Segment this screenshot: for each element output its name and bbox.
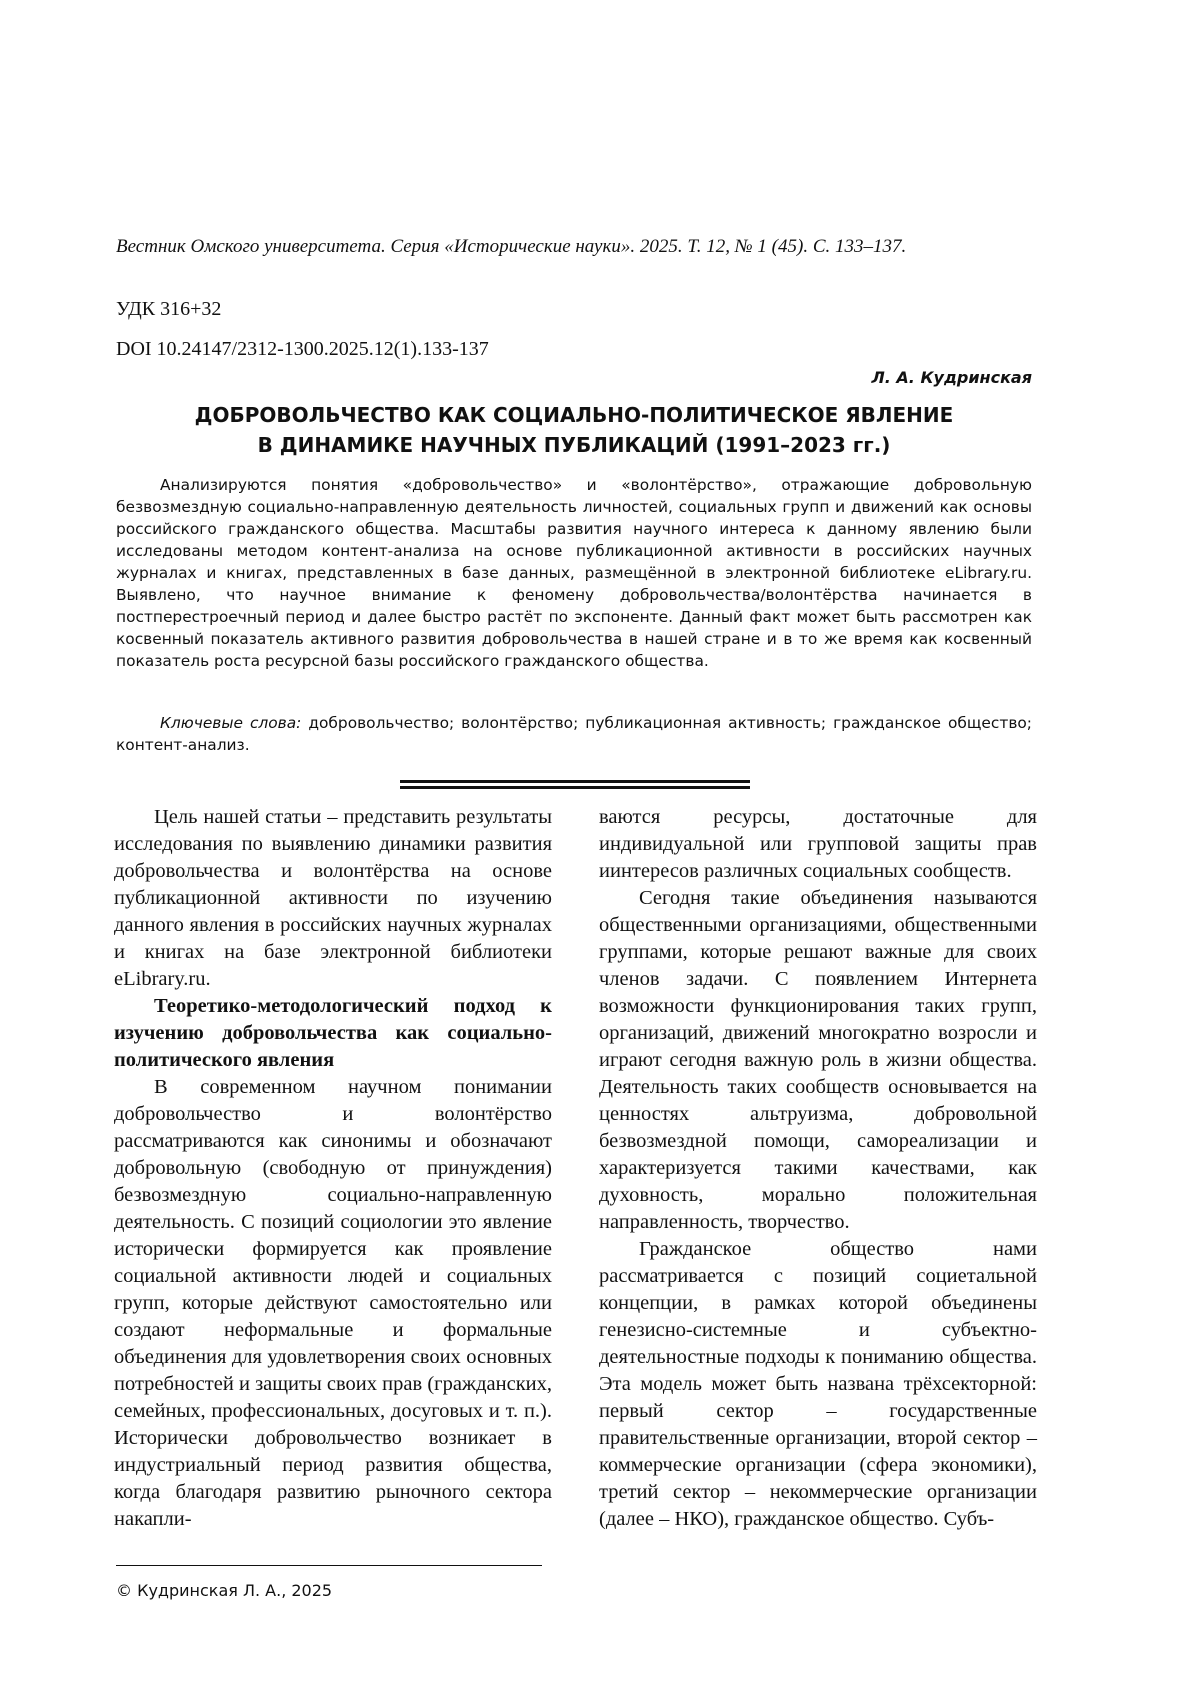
body-column-left (114, 804, 552, 1533)
keywords (116, 712, 1032, 756)
keywords-label: Ключевые слова: (160, 714, 302, 732)
body-paragraph: Цель нашей статьи – представить результаты исследования по выявлению динамики развития добровольчества и волонтёрства на основе публикационной активности по изучению данного явления в российских научных журналах и книгах на базе электронной библиотеки eLibrary.ru. (114, 806, 552, 990)
section-separator (400, 780, 750, 792)
body-column-right (599, 804, 1037, 1533)
title-line-1: ДОБРОВОЛЬЧЕСТВО КАК СОЦИАЛЬНО-ПОЛИТИЧЕСКОЕ ЯВЛЕНИЕ (194, 403, 954, 427)
article-title (116, 400, 1032, 460)
separator-line (400, 786, 750, 789)
footnote-rule (116, 1565, 542, 1566)
section-heading: Теоретико-методологический подход к изучению добровольчества как социально-политического явления (114, 995, 552, 1071)
abstract: Анализируются понятия «добровольчество» и «волонтёрство», отражающие добровольную безвозмездную социально-направленную деятельность личностей, социальных групп и движений как основы российского гражданского общества. Масштабы развития научного интереса к данному явлению были исследованы методом контент-анализа на основе публикационной активности в российских научных журналах и книгах, представленных в базе данных, размещённой в электронной библиотеке eLibrary.ru. Выявлено, что научное внимание к феномену добровольчества/волонтёрства начинается в постперестроечный период и далее быстро растёт по экспоненте. Данный факт может быть рассмотрен как косвенный показатель активного развития добровольчества в нашей стране и в то же время как косвенный показатель роста ресурсной базы российского гражданского общества. (116, 476, 1032, 670)
body-paragraph: Гражданское общество нами рассматривается с позиций социетальной концепции, в рамках которой объединены генезисно-системные и субъектно-деятельностные подходы к пониманию общества. Эта модель может быть названа трёхсекторной: первый сектор – государственные правительственные организации, второй сектор – коммерческие организации (сфера экономики), третий сектор – некоммерческие организации (далее – НКО), гражданское общество. Субъ- (599, 1238, 1037, 1530)
copyright: © Кудринская Л. А., 2025 (116, 1581, 333, 1600)
keywords-text: добровольчество; волонтёрство; публикационная активность; гражданское общество; контент-анализ. (116, 714, 1032, 754)
body-paragraph: Сегодня такие объединения называются общественными организациями, общественными группами, которые решают важные для своих членов задачи. С появлением Интернета возможности функционирования таких групп, организаций, движений многократно возросли и играют сегодня важную роль в жизни общества. Деятельность таких сообществ основывается на ценностях альтруизма, добровольной безвозмездной помощи, самореализации и характеризуется такими качествами, как духовность, морально положительная направленность, творчество. (599, 887, 1037, 1233)
udk-code: УДК 316+32 (116, 298, 222, 320)
title-line-2: В ДИНАМИКЕ НАУЧНЫХ ПУБЛИКАЦИЙ (1991–2023 гг.) (257, 433, 891, 457)
body-paragraph: ваются ресурсы, достаточные для индивидуальной или групповой защиты прав иинтересов различных социальных сообществ. (599, 806, 1037, 882)
doi: DOI 10.24147/2312-1300.2025.12(1).133-137 (116, 338, 489, 360)
journal-citation: Вестник Омского университета. Серия «Исторические науки». 2025. Т. 12, № 1 (45). С. 133–137. (116, 236, 907, 257)
body-paragraph: В современном научном понимании добровольчество и волонтёрство рассматриваются как синонимы и обозначают добровольную (свободную от принуждения) безвозмездную социально-направленную деятельность. С позиций социологии это явление исторически формируется как проявление социальной активности людей и социальных групп, которые действуют самостоятельно или создают неформальные и формальные объединения для удовлетворения своих основных потребностей и защиты своих прав (гражданских, семейных, профессиональных, досуговых и т. п.). Исторически добровольчество возникает в индустриальный период развития общества, когда благодаря развитию рыночного сектора накапли- (114, 1076, 552, 1530)
separator-line (400, 780, 750, 783)
author-name: Л. А. Кудринская (871, 368, 1032, 387)
